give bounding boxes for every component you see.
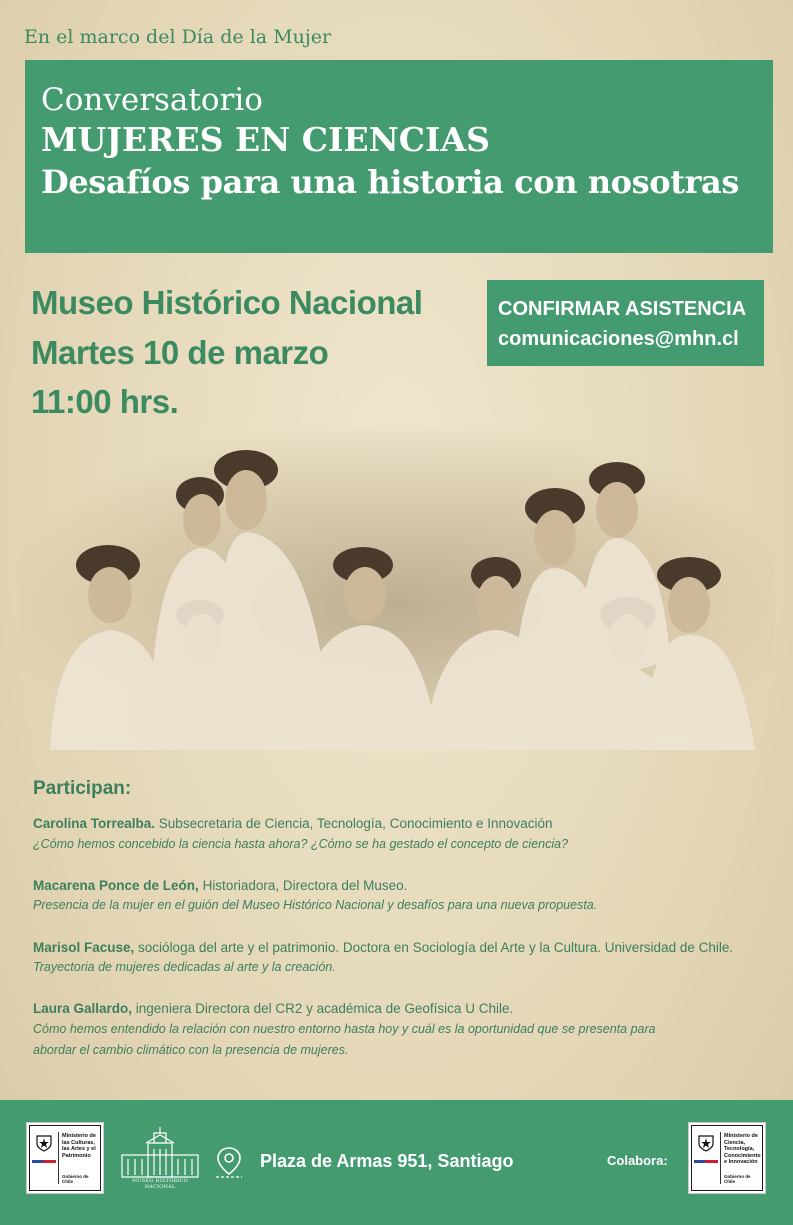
participant-name: Marisol Facuse, xyxy=(33,939,135,955)
flag-stripe xyxy=(32,1160,56,1163)
participant-role: Subsecretaria de Ciencia, Tecnología, Conocimiento e Innovación xyxy=(155,816,553,831)
chile-shield-icon xyxy=(35,1134,53,1152)
participant-role: ingeniera Directora del CR2 y académica de Geofísica U Chile. xyxy=(132,1001,514,1017)
event-time: 11:00 hrs. xyxy=(31,383,179,420)
participant-item xyxy=(33,876,778,917)
rsvp-box xyxy=(487,280,764,366)
group-photo-illustration xyxy=(20,430,775,750)
rsvp-label: CONFIRMAR ASISTENCIA xyxy=(498,298,747,320)
rsvp-email[interactable]: comunicaciones@mhn.cl xyxy=(498,328,739,350)
participant-role: Historiadora, Directora del Museo. xyxy=(198,877,408,893)
chile-shield-icon xyxy=(697,1134,715,1152)
title-banner xyxy=(25,60,773,253)
museum-logo xyxy=(118,1125,202,1190)
title-line-1: Conversatorio xyxy=(41,82,263,118)
participant-name: Laura Gallardo, xyxy=(33,1001,133,1017)
title-line-2: MUJERES EN CIENCIAS xyxy=(41,120,490,160)
participant-item xyxy=(33,999,778,1061)
event-date: Martes 10 de marzo xyxy=(31,333,329,371)
participant-topic: Cómo hemos entendido la relación con nuestro entorno hasta hoy y cuál es la oportunidad que se presenta para abordar el cambio climático con la presencia de mujeres. xyxy=(33,1022,656,1058)
ministry-culture-logo xyxy=(26,1122,104,1194)
participants-section xyxy=(33,778,778,1083)
historical-group-photo xyxy=(20,430,775,750)
flag-stripe xyxy=(694,1160,718,1163)
title-line-3: Desafíos para una historia con nosotras xyxy=(41,163,739,202)
kicker-text: En el marco del Día de la Mujer xyxy=(24,26,332,48)
participant-topic: ¿Cómo hemos concebido la ciencia hasta ahora? ¿Cómo se ha gestado el concepto de ciencia? xyxy=(33,836,569,851)
museum-logo-text: MUSEO HISTÓRICO NACIONAL xyxy=(132,1178,188,1190)
address-text: Plaza de Armas 951, Santiago xyxy=(260,1151,514,1171)
participant-topic: Presencia de la mujer en el guión del Museo Histórico Nacional y desafíos para una nueva propuesta. xyxy=(33,898,598,913)
gobierno-label: Gobierno de Chile xyxy=(62,1174,89,1184)
participant-name: Carolina Torrealba. xyxy=(33,816,156,831)
event-venue: Museo Histórico Nacional xyxy=(31,284,423,321)
location-pin-icon xyxy=(214,1146,244,1180)
participant-topic: Trayectoria de mujeres dedicadas al arte y la creación. xyxy=(33,960,336,975)
ministry-science-name: Ministerio de Ciencia, Tecnología, Conocimiento e Innovación xyxy=(724,1133,761,1166)
participant-item xyxy=(33,938,778,979)
participant-role: socióloga del arte y el patrimonio. Doctora en Sociología del Arte y la Cultura. Universidad de Chile. xyxy=(134,939,734,955)
participant-name: Macarena Ponce de León, xyxy=(33,877,199,893)
ministry-culture-name: Ministerio de las Culturas, las Artes y el Patrimonio xyxy=(62,1133,96,1159)
museum-building-icon xyxy=(118,1125,202,1180)
colabora-label: Colabora: xyxy=(607,1153,668,1168)
event-info xyxy=(31,278,422,427)
gobierno-label: Gobierno de Chile xyxy=(724,1174,751,1184)
participant-item xyxy=(33,814,778,855)
ministry-science-logo xyxy=(688,1122,766,1194)
participants-heading: Participan: xyxy=(33,778,132,799)
